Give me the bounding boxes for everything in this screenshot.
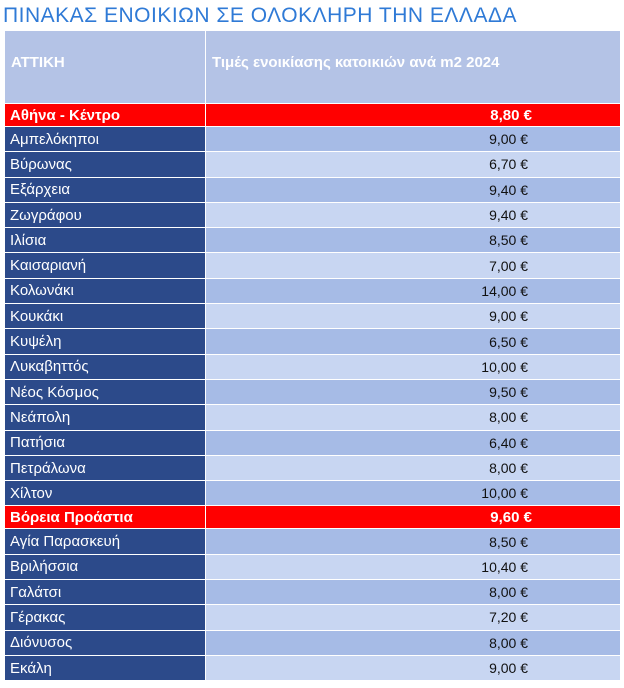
table-row (5, 177, 621, 202)
area-price: 6,40 € (206, 430, 621, 455)
table-header-row (5, 31, 621, 104)
table-row (5, 405, 621, 430)
area-price: 9,00 € (206, 655, 621, 680)
section-row (5, 104, 621, 127)
area-name: Νεάπολη (5, 405, 206, 430)
area-price: 9,00 € (206, 304, 621, 329)
area-price: 9,40 € (206, 177, 621, 202)
area-price: 9,50 € (206, 379, 621, 404)
area-name: Αμπελόκηποι (5, 127, 206, 152)
area-name: Πετράλωνα (5, 455, 206, 480)
table-row (5, 430, 621, 455)
header-price-cell (206, 31, 621, 104)
table-row (5, 127, 621, 152)
area-price: 8,00 € (206, 630, 621, 655)
area-name: Πατήσια (5, 430, 206, 455)
area-name: Καισαριανή (5, 253, 206, 278)
table-row (5, 580, 621, 605)
table-row (5, 278, 621, 303)
table-row (5, 655, 621, 680)
area-name: Γέρακας (5, 605, 206, 630)
section-name: Βόρεια Προάστια (5, 506, 206, 529)
table-row (5, 228, 621, 253)
header-region-cell (5, 31, 206, 104)
area-name: Βύρωνας (5, 152, 206, 177)
table-row (5, 481, 621, 506)
area-name: Κολωνάκι (5, 278, 206, 303)
area-price: 9,00 € (206, 127, 621, 152)
area-name: Γαλάτσι (5, 580, 206, 605)
area-price: 10,00 € (206, 481, 621, 506)
table-row (5, 304, 621, 329)
table-row (5, 354, 621, 379)
table-row (5, 152, 621, 177)
area-price: 10,40 € (206, 554, 621, 579)
area-name: Νέος Κόσμος (5, 379, 206, 404)
area-name: Βριλήσσια (5, 554, 206, 579)
area-price: 8,00 € (206, 455, 621, 480)
area-name: Κυψέλη (5, 329, 206, 354)
rent-table (4, 30, 621, 681)
table-row (5, 379, 621, 404)
table-row (5, 455, 621, 480)
area-name: Εξάρχεια (5, 177, 206, 202)
section-price: 9,60 € (206, 506, 621, 529)
area-name: Κουκάκι (5, 304, 206, 329)
area-name: Ιλίσια (5, 228, 206, 253)
area-name: Ζωγράφου (5, 202, 206, 227)
area-name: Λυκαβηττός (5, 354, 206, 379)
area-price: 8,00 € (206, 405, 621, 430)
area-price: 7,20 € (206, 605, 621, 630)
table-row (5, 630, 621, 655)
area-price: 8,50 € (206, 529, 621, 554)
area-price: 6,50 € (206, 329, 621, 354)
table-row (5, 529, 621, 554)
section-name: Αθήνα - Κέντρο (5, 104, 206, 127)
area-price: 7,00 € (206, 253, 621, 278)
table-row (5, 202, 621, 227)
section-price: 8,80 € (206, 104, 621, 127)
table-row (5, 605, 621, 630)
header-price-label: Τιμές ενοικίασης κατοικιών ανά m2 2024 (212, 53, 500, 71)
table-row (5, 253, 621, 278)
area-name: Εκάλη (5, 655, 206, 680)
area-price: 10,00 € (206, 354, 621, 379)
page-title: ΠΙΝΑΚΑΣ ΕΝΟΙΚΙΩΝ ΣΕ ΟΛΟΚΛΗΡΗ ΤΗΝ ΕΛΛΑΔΑ (3, 4, 518, 27)
area-name: Αγία Παρασκευή (5, 529, 206, 554)
area-price: 14,00 € (206, 278, 621, 303)
rent-table-body (5, 31, 621, 681)
area-price: 8,50 € (206, 228, 621, 253)
header-region: ΑΤΤΙΚΗ (11, 53, 65, 71)
table-row (5, 554, 621, 579)
section-row (5, 506, 621, 529)
area-price: 6,70 € (206, 152, 621, 177)
area-name: Διόνυσος (5, 630, 206, 655)
area-price: 9,40 € (206, 202, 621, 227)
area-price: 8,00 € (206, 580, 621, 605)
area-name: Χίλτον (5, 481, 206, 506)
table-row (5, 329, 621, 354)
